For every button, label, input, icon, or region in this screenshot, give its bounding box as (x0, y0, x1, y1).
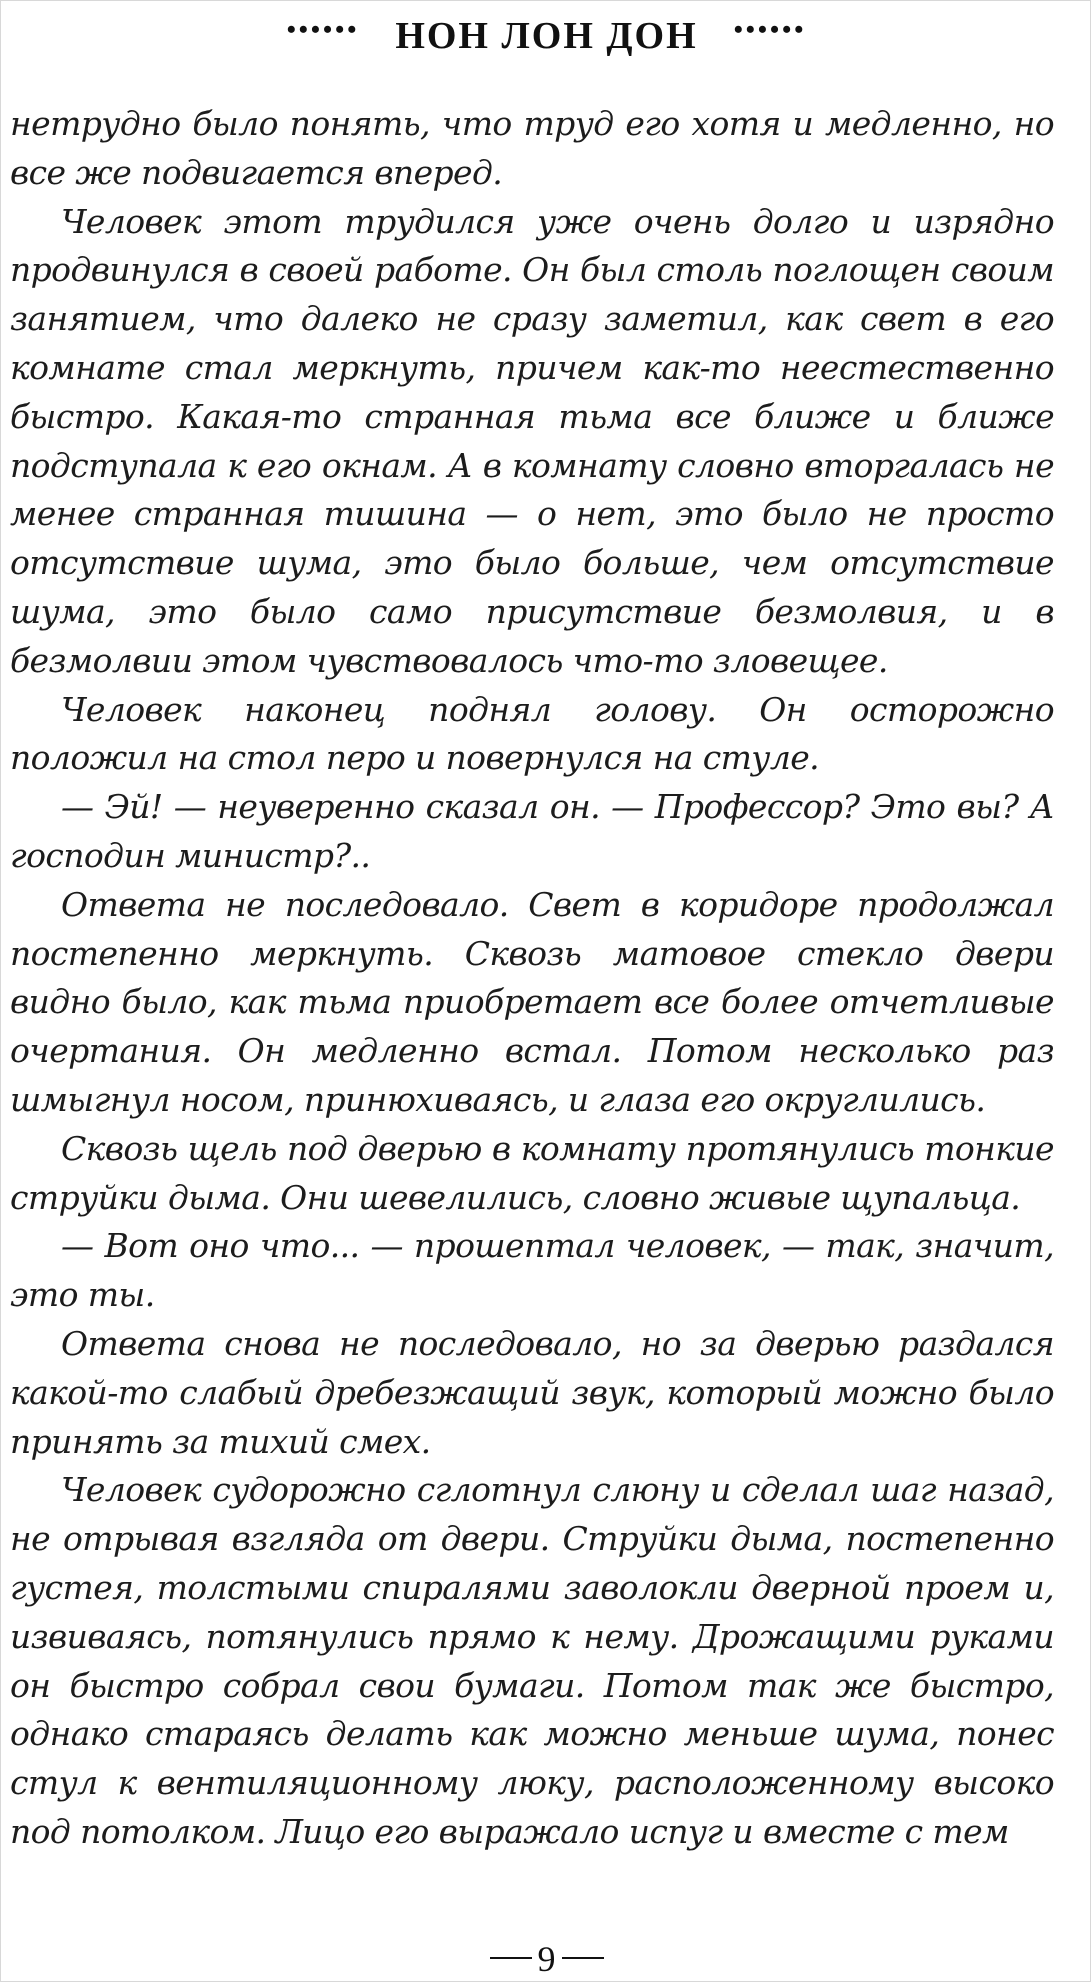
paragraph: Ответа снова не последовало, но за дверью раздался какой-то слабый дребезжащий звук, который можно было принять за тихий смех. (10, 1323, 1054, 1461)
running-head (1, 7, 1091, 59)
left-ornament: •••••• (286, 15, 360, 44)
folio-rule-left (490, 1957, 532, 1959)
paragraph: — Вот оно что... — прошептал человек, — так, значит, это ты. (10, 1226, 1054, 1315)
page-number (1, 1939, 1091, 1979)
paragraph: — Эй! — неуверенно сказал он. — Профессор? Это вы? А господин министр?.. (10, 787, 1054, 875)
right-ornament: •••••• (733, 15, 807, 44)
paragraph: Сквозь щель под дверью в комнату протянулись тонкие струйки дыма. Они шевелились, словно живые щупальца. (10, 1128, 1054, 1217)
paragraph: Человек этот трудился уже очень долго и изрядно продвинулся в своей работе. Он был столь поглощен своим занятием, что далеко не сразу заметил, как свет в его комнате стал меркнуть, причем как-то неестественно быстро. Какая-то странная тьма все ближе и ближе подступала к его окнам. А в комнату словно вторгалась не менее странная тишина — о нет, это было не просто отсутствие шума, это было больше, чем отсутствие шума, это было само присутствие безмолвия, и в безмолвии этом чувствовалось что-то зловещее. (10, 201, 1054, 680)
body-text (10, 100, 1054, 1857)
paragraph: Ответа не последовало. Свет в коридоре продолжал постепенно меркнуть. Сквозь матовое стекло двери видно было, как тьма приобретает все более отчетливые очертания. Он медленно встал. Потом несколько раз шмыгнул носом, принюхиваясь, и глаза его округлились. (10, 884, 1054, 1119)
paragraph: нетрудно было понять, что труд его хотя и медленно, но все же подвигается вперед. (10, 104, 1054, 192)
running-head-title: НОН ЛОН ДОН (395, 15, 698, 57)
folio-rule-right (562, 1957, 604, 1959)
page-number-text: 9 (537, 1939, 556, 1979)
paragraph: Человек судорожно сглотнул слюну и сделал шаг назад, не отрывая взгляда от двери. Струйки дыма, постепенно густея, толстыми спиралями заволокли дверной проем и, извиваясь, потянулись прямо к нему. Дрожащими руками он быстро собрал свои бумаги. Потом так же быстро, однако стараясь делать как можно меньше шума, понес стул к вентиляционному люку, расположенному высоко под потолком. Лицо его выражало испуг и вместе с тем (10, 1470, 1054, 1851)
paragraph: Человек наконец поднял голову. Он осторожно положил на стол перо и повернулся на стуле. (10, 689, 1054, 778)
